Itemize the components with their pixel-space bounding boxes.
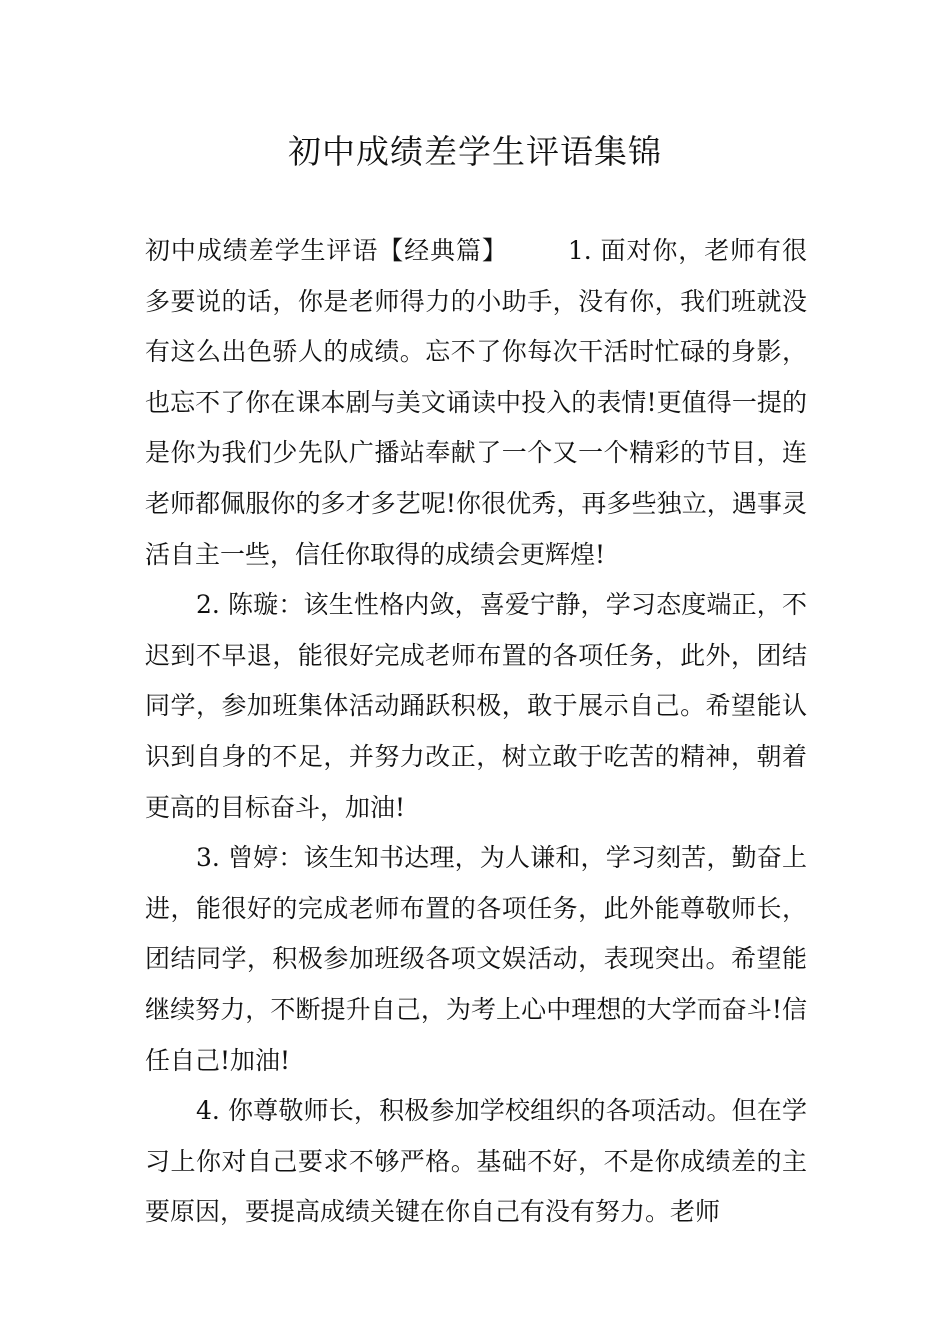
paragraph-4: 4. 你尊敬师长，积极参加学校组织的各项活动。但在学习上你对自己要求不够严格。基础不好，不是你成绩差的主要原因，要提高成绩关键在你自己有没有努力。老师 [145,1096,807,1227]
intro-heading: 初中成绩差学生评语【经典篇】 [145,236,508,265]
document-title: 初中成绩差学生评语集锦 [288,132,662,171]
paragraph-1-text: 1. 面对你，老师有很多要说的话，你是老师得力的小助手，没有你，我们班就没有这么出色骄人的成绩。忘不了你每次干活时忙碌的身影，也忘不了你在课本剧与美文诵读中投入的表情!更值得一提的是你为我们少先队广播站奉献了一个又一个精彩的节目，连老师都佩服你的多才多艺呢!你很优秀，再多些独立，遇事灵活自主一些，信任你取得的成绩会更辉煌! [145,236,807,569]
paragraph-2: 2. 陈璇：该生性格内敛，喜爱宁静，学习态度端正，不迟到不早退，能很好完成老师布置的各项任务，此外，团结同学，参加班集体活动踊跃积极，敢于展示自己。希望能认识到自身的不足，并努力改正，树立敢于吃苦的精神，朝着更高的目标奋斗，加油! [145,590,807,822]
paragraph-1 [145,226,807,580]
document-body [145,226,807,1238]
paragraph-3: 3. 曾婷：该生知书达理，为人谦和，学习刻苦，勤奋上进，能很好的完成老师布置的各项任务，此外能尊敬师长，团结同学，积极参加班级各项文娱活动，表现突出。希望能继续努力，不断提升自己，为考上心中理想的大学而奋斗!信任自己!加油! [145,843,807,1075]
